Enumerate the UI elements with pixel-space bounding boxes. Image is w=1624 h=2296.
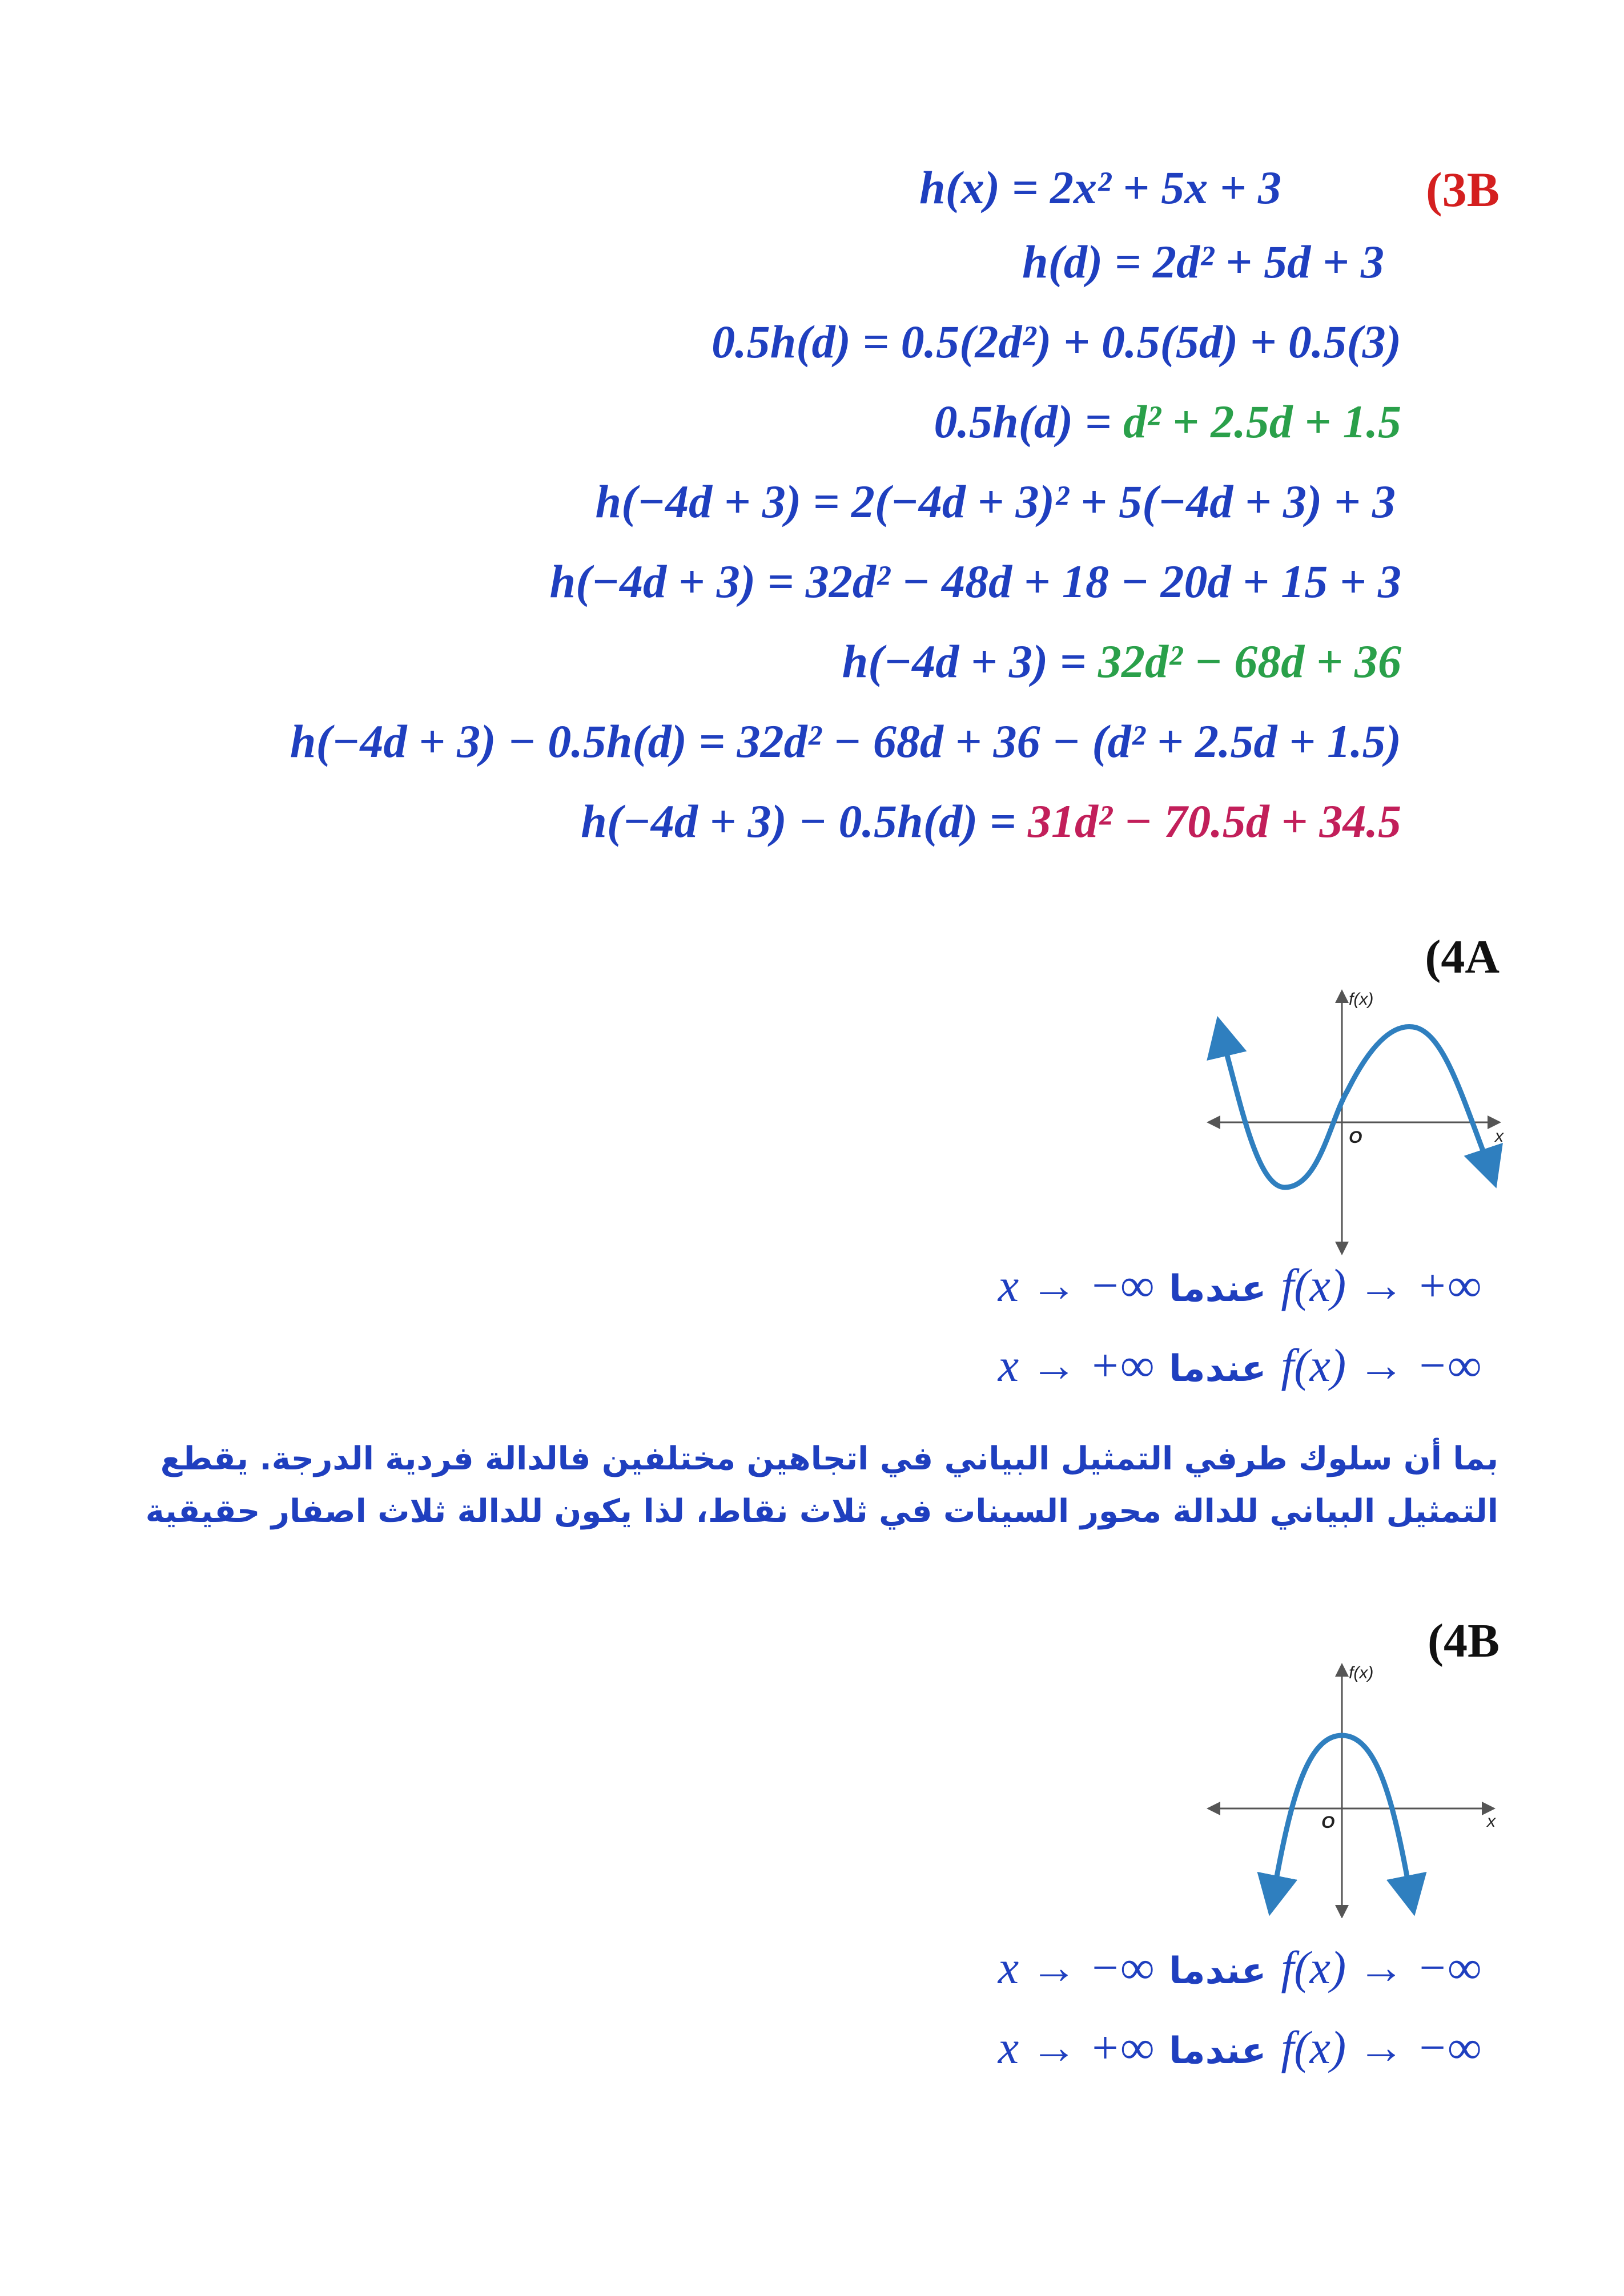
x-axis-label: x	[1487, 1812, 1496, 1831]
origin-label: O	[1349, 1128, 1362, 1147]
equation-line-2: h(d) = 2d² + 5d + 3	[1022, 236, 1384, 288]
equation-line-7: h(−4d + 3) = 32d² − 68d + 36	[842, 635, 1401, 687]
explanation-4a: بما أن سلوك طرفي التمثيل البياني في اتجاهين مختلفين فالدالة فردية الدرجة. يقطع التمثيل البياني للدالة محور السينات في ثلاث نقاط، لذا يكون للدالة ثلاث اصفار حقيقية	[145, 1440, 1498, 1530]
curve-left-arrow	[1221, 1031, 1225, 1050]
limit-4a-2: x → +∞ عندما f(x) → −∞	[998, 1339, 1481, 1391]
limit-4b-2: x → +∞ عندما f(x) → −∞	[998, 2021, 1481, 2073]
equation-line-8: h(−4d + 3) − 0.5h(d) = 32d² − 68d + 36 − (d² + 2.5d + 1.5)	[290, 715, 1401, 767]
equation-line-5: h(−4d + 3) = 2(−4d + 3)² + 5(−4d + 3) + 3	[595, 476, 1396, 527]
problem-4a-label: (4A	[1425, 931, 1500, 984]
equation-line-9: h(−4d + 3) − 0.5h(d) = 31d² − 70.5d + 34.5	[581, 795, 1401, 847]
graph-4b	[1205, 1655, 1502, 1918]
equation-line-4: 0.5h(d) = d² + 2.5d + 1.5	[934, 396, 1401, 448]
problem-4b-label: (4B	[1428, 1614, 1500, 1667]
limit-4a-1: x → −∞ عندما f(x) → +∞	[998, 1259, 1481, 1311]
cubic-curve	[1222, 1026, 1490, 1187]
curve-right-arrow	[1485, 1153, 1492, 1174]
y-axis-label: f(x)	[1349, 1663, 1374, 1682]
equation-line-3: 0.5h(d) = 0.5(2d²) + 0.5(5d) + 0.5(3)	[711, 316, 1401, 368]
problem-3b-label: (3B	[1426, 162, 1500, 217]
origin-label: O	[1321, 1813, 1335, 1832]
curve-right-arrow	[1408, 1884, 1412, 1901]
limit-4b-1: x → −∞ عندما f(x) → −∞	[998, 1941, 1481, 1993]
y-axis-label: f(x)	[1349, 990, 1374, 1009]
curve-left-arrow	[1272, 1884, 1276, 1901]
equation-line-1: h(x) = 2x² + 5x + 3	[919, 162, 1281, 214]
graph-4a	[1205, 982, 1525, 1256]
equation-line-6: h(−4d + 3) = 32d² − 48d + 18 − 20d + 15 + 3	[549, 555, 1401, 607]
x-axis-label: x	[1495, 1127, 1504, 1146]
